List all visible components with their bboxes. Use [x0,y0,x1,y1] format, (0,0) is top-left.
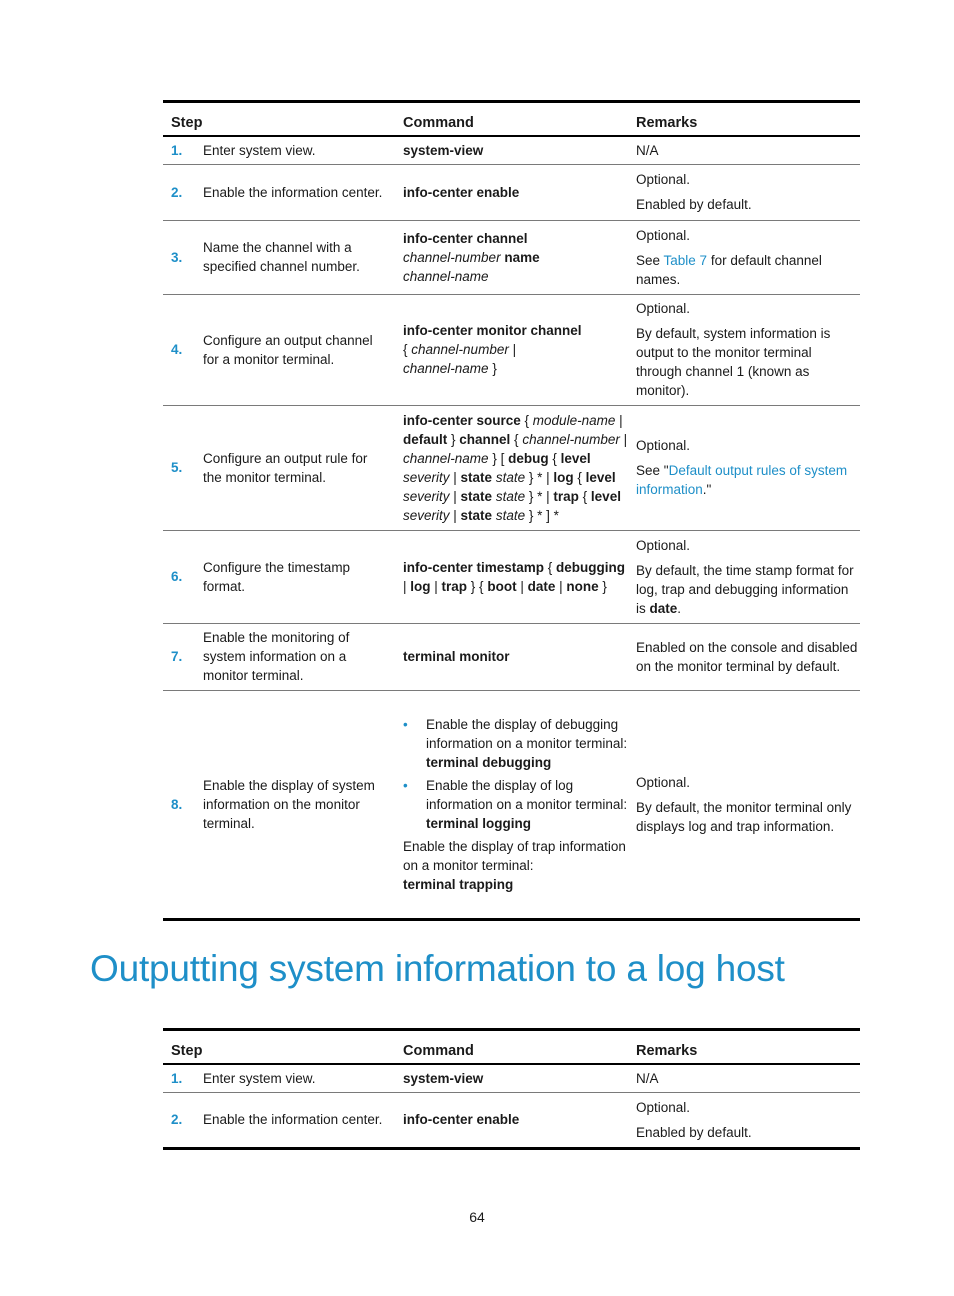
steps-table [163,100,860,921]
list-item: • Enable the display of debugging information on a monitor terminal: terminal debugging [403,716,628,770]
header-step: Step [171,1043,203,1059]
header-command: Command [403,1043,474,1059]
remark-text: N/A [636,1070,659,1086]
step-number: 4. [171,342,183,357]
section-heading: Outputting system information to a log host [90,948,785,989]
bullet-icon: • [403,777,408,793]
remark-text: Optional. [636,301,691,316]
remark-text: By default, the monitor terminal only displays log and trap information. [636,799,852,834]
table-header-row [163,1030,860,1065]
remark-text: Optional. [636,774,691,790]
step-text: Configure an output channel for a monitor terminal. [203,332,373,367]
header-command: Command [403,115,474,131]
step-number: 1. [171,142,183,158]
step-text: Enable the information center. [203,1112,383,1127]
table-row [163,623,860,690]
step-text: Configure an output rule for the monitor terminal. [203,450,368,485]
step-text: Enable the monitoring of system information on a monitor terminal. [203,630,350,683]
command-text: info-center enable [403,184,520,200]
remark-text: Enabled on the console and disabled on the monitor terminal by default. [636,639,858,674]
command-text: info-center timestamp { debugging | log | trap } { boot | date | none } [403,559,626,594]
header-remarks: Remarks [636,1043,698,1059]
step-text: Enter system view. [203,1070,316,1086]
step-number: 7. [171,649,183,664]
list-item: Enable the display of trap information on a monitor terminal: terminal trapping [403,838,626,892]
step-number: 3. [171,249,183,265]
header-step: Step [171,115,203,131]
command-text: system-view [403,142,484,158]
remark-text: Optional. [636,537,691,553]
table-row [163,530,860,623]
remark-text: N/A [636,142,659,158]
remark-text: Optional. [636,438,691,453]
command-text: terminal monitor [403,649,510,664]
list-item: • Enable the display of log information on a monitor terminal: terminal logging [403,777,628,831]
table-row [163,220,860,294]
command-text: info-center enable [403,1112,520,1127]
step-number: 5. [171,460,183,475]
table-row [163,294,860,405]
remark-text: By default, the time stamp format for log, trap and debugging information is date. [636,562,854,616]
remark-text: Optional. [636,227,691,243]
remark-text: Optional. [636,1099,691,1115]
command-text: info-center source { module-name | default } channel { channel-number | channel-name } [ debug { level severity | state state } * | log { level severity | state state } * | trap { level severity | state state } * ] * [403,412,628,523]
log-host-steps-table [163,1028,860,1150]
table-row [163,1064,860,1092]
table-row [163,136,860,164]
step-text: Enter system view. [203,142,316,158]
command-text [395,690,628,919]
remark-text: See Table 7 for default channel names. [636,252,822,287]
remark-text: Enabled by default. [636,197,752,212]
step-text: Enable the display of system information on the monitor terminal. [203,777,375,831]
table-row [163,405,860,530]
step-number: 6. [171,569,183,584]
command-text: info-center channel channel-number name channel-name [403,230,540,284]
bullet-icon: • [403,716,408,732]
step-number: 8. [171,796,183,812]
command-text: system-view [403,1070,484,1086]
remark-text: See "Default output rules of system information." [636,463,848,497]
page-number: 64 [469,1209,485,1225]
table-row [163,164,860,220]
command-text: info-center monitor channel { channel-number | channel-name } [403,323,582,376]
step-number: 1. [171,1070,183,1086]
remark-text: By default, system information is output to the monitor terminal through channel 1 (known as monitor). [636,326,831,398]
header-remarks: Remarks [636,115,698,131]
remark-text: Enabled by default. [636,1124,752,1140]
table-row [163,690,860,919]
table-row [163,1092,860,1148]
table-7-link[interactable]: Table 7 [663,252,708,268]
remark-text: Optional. [636,172,691,187]
step-text: Enable the information center. [203,184,383,200]
default-output-rules-link[interactable]: Default output rules of system information [636,463,848,497]
step-text: Name the channel with a specified channel number. [203,240,360,274]
step-number: 2. [171,184,183,200]
step-text: Configure the timestamp format. [203,559,351,594]
table-header-row [163,102,860,137]
step-number: 2. [171,1112,183,1127]
